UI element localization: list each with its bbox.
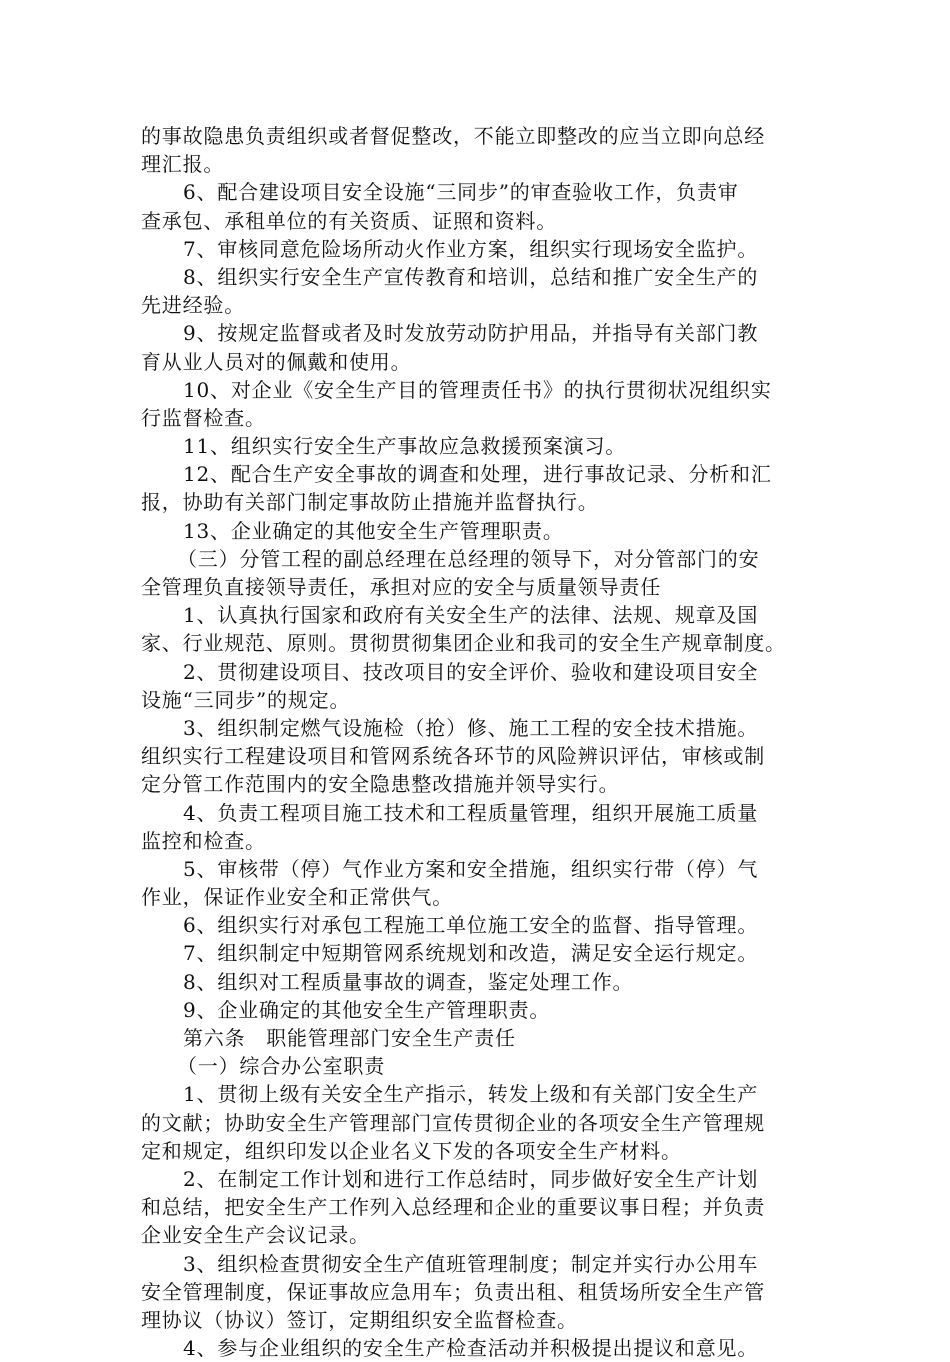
text-line: 的事故隐患负责组织或者督促整改，不能立即整改的应当立即向总经 [141, 124, 765, 148]
text-line: 定和规定，组织印发以企业名义下发的各项安全生产材料。 [141, 1138, 682, 1163]
section-heading: （三）分管工程的副总经理在总经理的领导下，对分管部门的安 [177, 546, 760, 571]
text-line: 11、组织实行安全生产事故应急救援预案演习。 [183, 434, 627, 459]
text-line: 定分管工作范围内的安全隐患整改措施并领导实行。 [141, 772, 620, 797]
text-line: 育从业人员对的佩戴和使用。 [141, 349, 412, 374]
text-line: 2、贯彻建设项目、技改项目的安全评价、验收和建设项目安全 [183, 659, 759, 684]
text-line: 的文献；协助安全生产管理部门宣传贯彻企业的各项安全生产管理规 [141, 1110, 765, 1135]
text-line: 理汇报。 [141, 152, 225, 177]
text-line: 作业，保证作业安全和正常供气。 [141, 885, 453, 910]
text-line: 安全管理制度，保证事故应急用车；负责出租、租赁场所安全生产管 [141, 1279, 765, 1304]
text-line: 行监督检查。 [141, 405, 266, 430]
text-line: 先进经验。 [141, 293, 245, 318]
text-line: 3、组织制定燃气设施检（抢）修、施工工程的安全技术措施。 [183, 715, 759, 740]
text-line: 组织实行工程建设项目和管网系统各环节的风险辨识评估，审核或制 [141, 744, 765, 769]
text-line: 家、行业规范、原则。贯彻贯彻集团企业和我司的安全生产规章制度。 [141, 631, 786, 656]
section-heading: （一）综合办公室职责 [177, 1054, 385, 1079]
text-line: 3、组织检查贯彻安全生产值班管理制度；制定并实行办公用车 [183, 1251, 759, 1276]
text-line: 9、企业确定的其他安全生产管理职责。 [183, 997, 551, 1022]
text-line: 设施“三同步”的规定。 [141, 687, 351, 712]
text-line: 5、审核带（停）气作业方案和安全措施，组织实行带（停）气 [183, 856, 759, 881]
text-line: 2、在制定工作计划和进行工作总结时，同步做好安全生产计划 [183, 1166, 759, 1191]
text-line: 6、配合建设项目安全设施“三同步”的审查验收工作，负责审 [183, 180, 739, 205]
text-line: 8、组织实行安全生产宣传教育和培训，总结和推广安全生产的 [183, 264, 759, 289]
text-line: 13、企业确定的其他安全生产管理职责。 [183, 518, 564, 543]
text-line: 报，协助有关部门制定事故防止措施并监督执行。 [141, 490, 599, 515]
text-line: 全管理负直接领导责任，承担对应的安全与质量领导责任 [141, 575, 661, 599]
text-line: 理协议（协议）签订，定期组织安全监督检查。 [141, 1307, 578, 1332]
text-line: 监控和检查。 [141, 828, 266, 853]
text-line: 4、参与企业组织的安全生产检查活动并积极提出提议和意见。 [183, 1336, 759, 1361]
text-line: 查承包、承租单位的有关资质、证照和资料。 [141, 208, 557, 233]
text-line: 7、组织制定中短期管网系统规划和改造，满足安全运行规定。 [183, 941, 759, 966]
text-line: 10、对企业《安全生产目的管理责任书》的执行贯彻状况组织实 [183, 377, 772, 402]
article-heading: 第六条 职能管理部门安全生产责任 [183, 1026, 516, 1050]
text-line: 7、审核同意危险场所动火作业方案，组织实行现场安全监护。 [183, 236, 759, 261]
text-line: 1、认真执行国家和政府有关安全生产的法律、法规、规章及国 [183, 603, 759, 628]
text-line: 企业安全生产会议记录。 [141, 1223, 370, 1248]
text-line: 6、组织实行对承包工程施工单位施工安全的监督、指导管理。 [183, 913, 759, 938]
text-line: 1、贯彻上级有关安全生产指示，转发上级和有关部门安全生产 [183, 1082, 759, 1107]
text-line: 9、按规定监督或者及时发放劳动防护用品，并指导有关部门教 [183, 321, 759, 346]
text-line: 8、组织对工程质量事故的调查，鉴定处理工作。 [183, 969, 634, 994]
text-line: 12、配合生产安全事故的调查和处理，进行事故记录、分析和汇 [183, 462, 772, 487]
body-text [141, 122, 813, 1362]
text-line: 和总结，把安全生产工作列入总经理和企业的重要议事日程；并负责 [141, 1195, 765, 1220]
text-line: 4、负责工程项目施工技术和工程质量管理，组织开展施工质量 [183, 800, 759, 825]
